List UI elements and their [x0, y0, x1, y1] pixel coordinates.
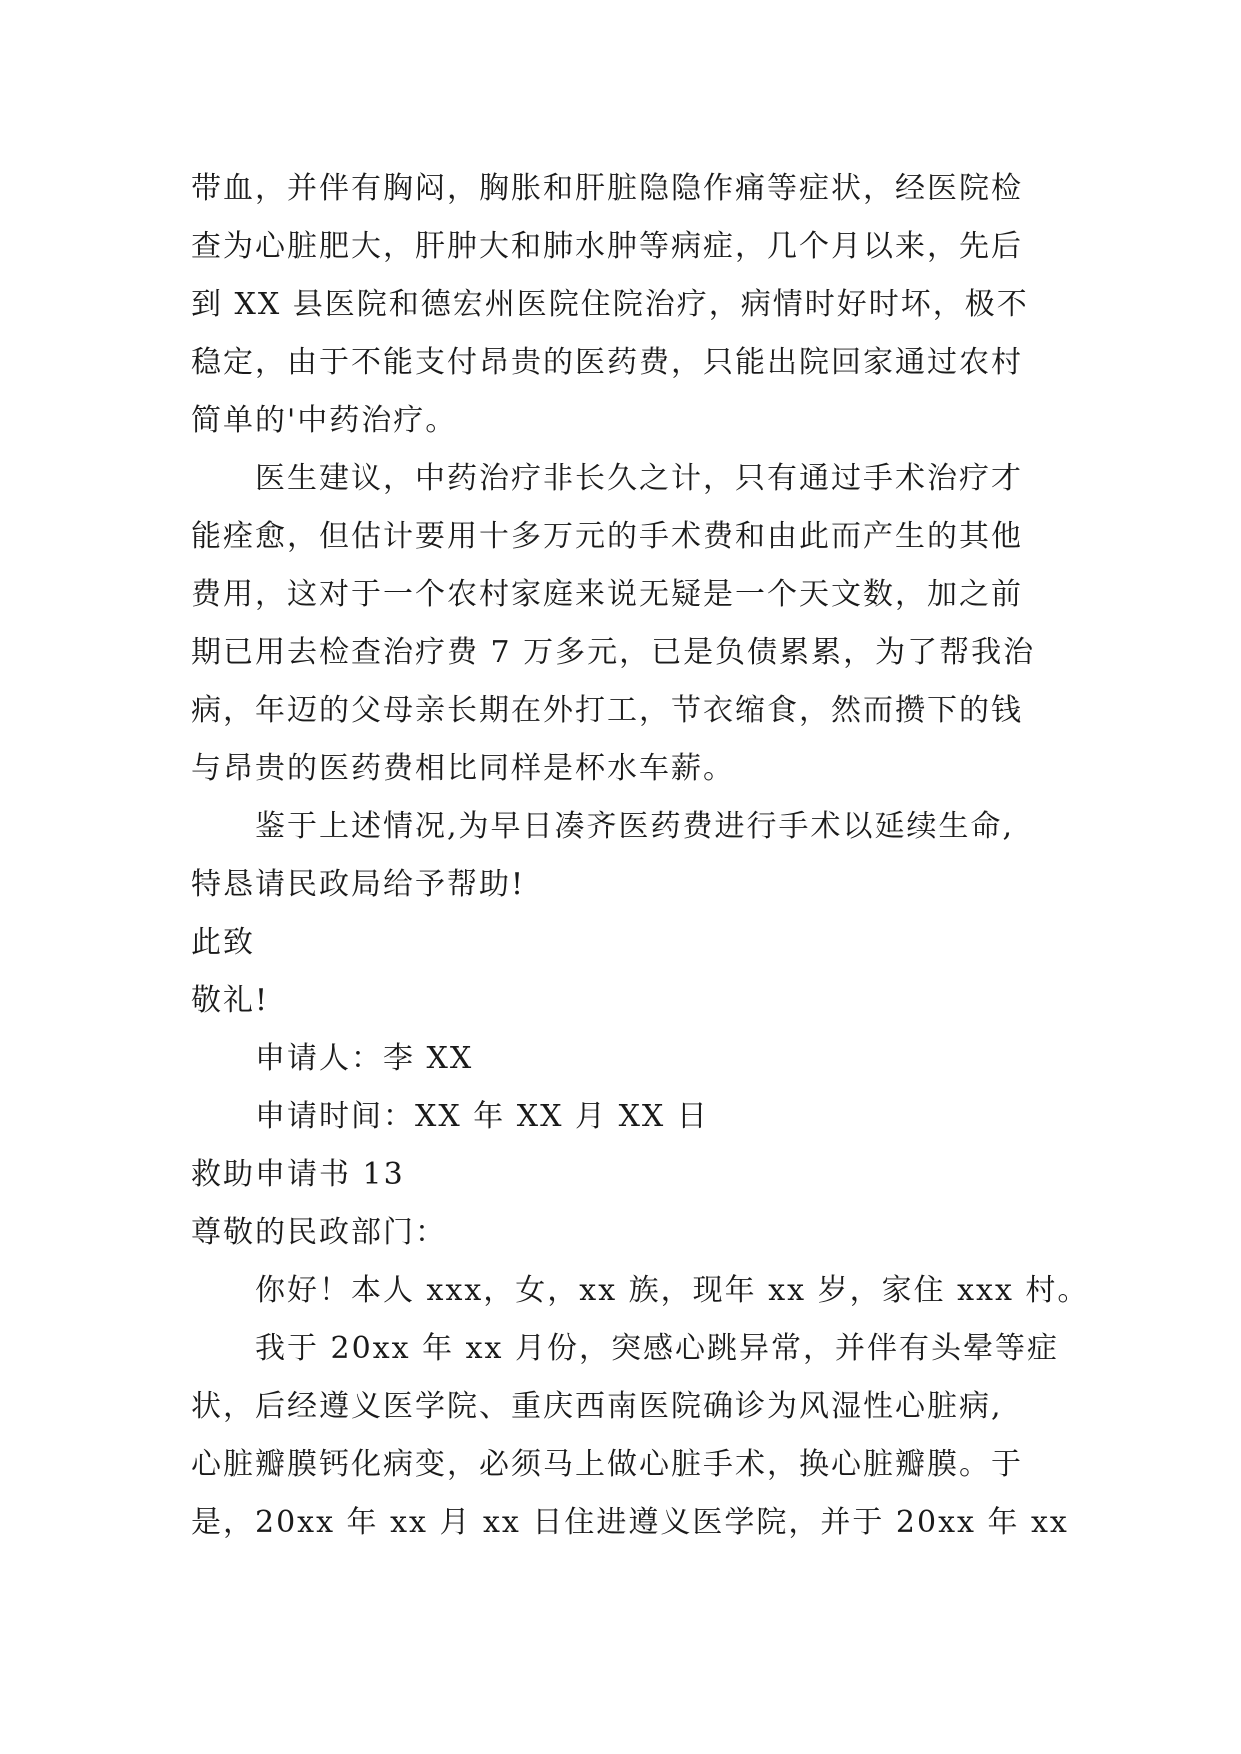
closing-line: 敬礼! — [191, 983, 270, 1018]
paragraph-line: 稳定，由于不能支付昂贵的医药费，只能出院回家通过农村 — [191, 345, 1023, 380]
paragraph-line: 简单的'中药治疗。 — [191, 403, 458, 438]
paragraph-line: 能痊愈，但估计要用十多万元的手术费和由此而产生的其他 — [191, 519, 1023, 554]
paragraph-line: 医生建议，中药治疗非长久之计，只有通过手术治疗才 — [255, 461, 1023, 496]
paragraph-line: 状，后经遵义医学院、重庆西南医院确诊为风湿性心脏病, — [191, 1389, 1003, 1424]
paragraph-line: 特恳请民政局给予帮助! — [191, 867, 526, 902]
paragraph-line: 查为心脏肥大，肝肿大和肺水肿等病症，几个月以来，先后 — [191, 229, 1023, 264]
applicant-name: 申请人：李 XX — [255, 1041, 474, 1076]
paragraph-line: 鉴于上述情况,为早日凑齐医药费进行手术以延续生命, — [255, 809, 1015, 844]
closing-line: 此致 — [191, 925, 255, 960]
paragraph-line: 带血，并伴有胸闷，胸胀和肝脏隐隐作痛等症状，经医院检 — [191, 171, 1023, 206]
paragraph-line: 期已用去检查治疗费 7 万多元，已是负债累累，为了帮我治 — [191, 635, 1036, 670]
salutation: 尊敬的民政部门： — [191, 1215, 447, 1250]
paragraph-line: 病，年迈的父母亲长期在外打工，节衣缩食，然而攒下的钱 — [191, 693, 1023, 728]
application-date: 申请时间：XX 年 XX 月 XX 日 — [255, 1099, 709, 1134]
paragraph-line: 与昂贵的医药费相比同样是杯水车薪。 — [191, 751, 735, 786]
paragraph-line: 是，20xx 年 xx 月 xx 日住进遵义医学院，并于 20xx 年 xx — [191, 1505, 1069, 1540]
paragraph-line: 我于 20xx 年 xx 月份，突感心跳异常，并伴有头晕等症 — [255, 1331, 1059, 1366]
paragraph-line: 费用，这对于一个农村家庭来说无疑是一个天文数，加之前 — [191, 577, 1023, 612]
paragraph-line: 你好！本人 xxx，女，xx 族，现年 xx 岁，家住 xxx 村。 — [255, 1273, 1090, 1308]
document-body — [191, 160, 1090, 1552]
paragraph-line: 到 XX 县医院和德宏州医院住院治疗，病情时好时坏，极不 — [191, 287, 1029, 322]
section-title: 救助申请书 13 — [191, 1157, 405, 1192]
paragraph-line: 心脏瓣膜钙化病变，必须马上做心脏手术，换心脏瓣膜。于 — [191, 1447, 1023, 1482]
